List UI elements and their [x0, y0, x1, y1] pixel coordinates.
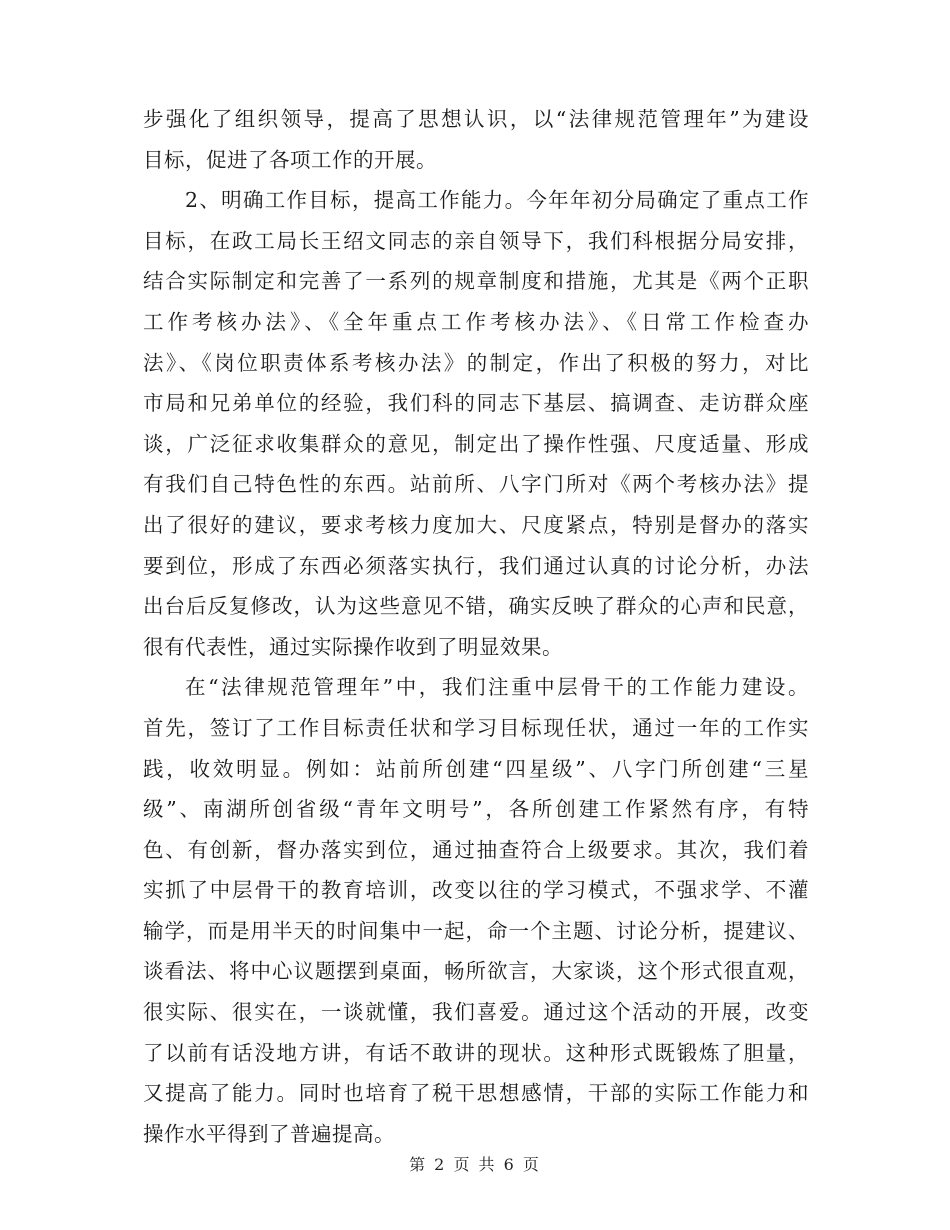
text-line: 谈看法、将中心议题摆到桌面，畅所欲言，大家谈，这个形式很直观， [143, 959, 809, 984]
text-line: 结合实际制定和完善了一系列的规章制度和措施，尤其是《两个正职 [143, 269, 809, 294]
text-line: 输学，而是用半天的时间集中一起，命一个主题、讨论分析，提建议、 [143, 918, 809, 943]
text-line: 很实际、很实在，一谈就懂，我们喜爱。通过这个活动的开展，改变 [143, 1000, 809, 1025]
text-line: 法》、《岗位职责体系考核办法》的制定，作出了积极的努力，对比 [143, 350, 809, 375]
text-line: 市局和兄弟单位的经验，我们科的同志下基层、搞调查、走访群众座 [143, 391, 809, 416]
text-line: 目标，在政工局长王绍文同志的亲自领导下，我们科根据分局安排， [143, 228, 809, 253]
text-line: 践，收效明显。例如：站前所创建“四星级”、八字门所创建“三星 [143, 756, 809, 781]
text-line: 出台后反复修改，认为这些意见不错，确实反映了群众的心声和民意， [143, 594, 809, 619]
text-line: 出了很好的建议，要求考核力度加大、尺度紧点，特别是督办的落实 [143, 512, 809, 537]
text-line: 首先，签订了工作目标责任状和学习目标现任状，通过一年的工作实 [143, 715, 809, 740]
text-line: 级”、南湖所创省级“青年文明号”，各所创建工作紧然有序，有特 [143, 797, 809, 822]
page-number: 第 2 页 共 6 页 [409, 1155, 541, 1174]
text-line: 又提高了能力。同时也培育了税干思想感情，干部的实际工作能力和 [143, 1081, 809, 1106]
text-line: 了以前有话没地方讲，有话不敢讲的现状。这种形式既锻炼了胆量， [143, 1040, 809, 1065]
body-text [143, 99, 809, 1154]
text-line: 谈，广泛征求收集群众的意见，制定出了操作性强、尺度适量、形成 [143, 431, 809, 456]
text-line: 2、明确工作目标，提高工作能力。今年年初分局确定了重点工作 [185, 188, 809, 213]
text-line: 在“法律规范管理年”中，我们注重中层骨干的工作能力建设。 [185, 675, 809, 700]
text-line: 操作水平得到了普遍提高。 [143, 1121, 395, 1146]
text-line: 色、有创新，督办落实到位，通过抽查符合上级要求。其次，我们着 [143, 837, 809, 862]
text-line: 工作考核办法》、《全年重点工作考核办法》、《日常工作检查办 [143, 309, 809, 334]
text-line: 实抓了中层骨干的教育培训，改变以往的学习模式，不强求学、不灌 [143, 878, 809, 903]
text-line: 有我们自己特色性的东西。站前所、八字门所对《两个考核办法》提 [143, 472, 809, 497]
text-line: 目标，促进了各项工作的开展。 [143, 147, 437, 172]
text-line: 很有代表性，通过实际操作收到了明显效果。 [143, 634, 563, 659]
text-line: 步强化了组织领导，提高了思想认识，以“法律规范管理年”为建设 [143, 107, 809, 131]
text-line: 要到位，形成了东西必须落实执行，我们通过认真的讨论分析，办法 [143, 553, 809, 578]
